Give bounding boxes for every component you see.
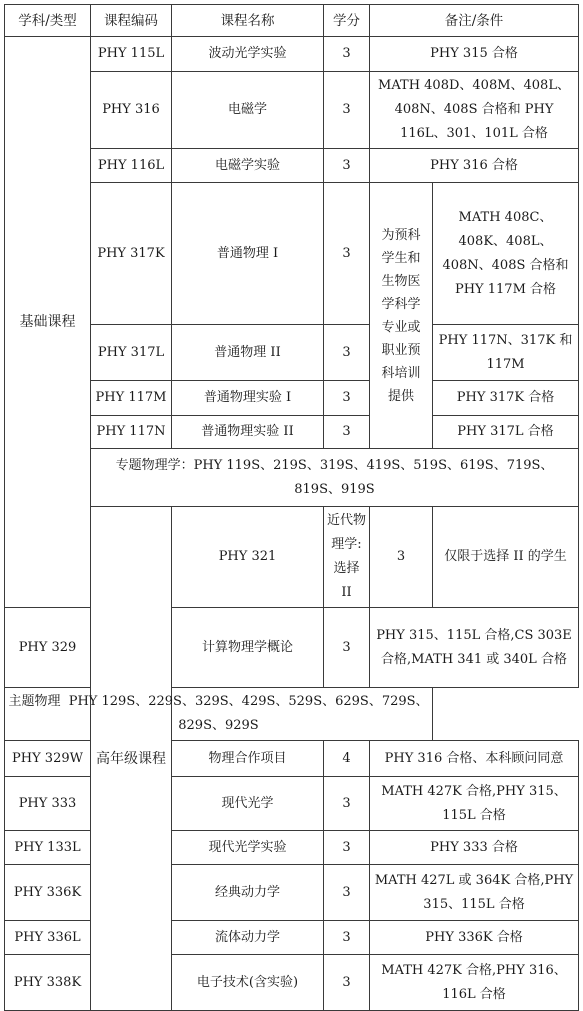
course-note: PHY 317K 合格	[433, 381, 579, 416]
course-name: 波动光学实验	[172, 37, 324, 72]
course-note: PHY 336K 合格	[370, 921, 579, 955]
course-name: 现代光学	[172, 777, 324, 831]
course-code: PHY 115L	[91, 37, 172, 72]
course-name: 流体动力学	[172, 921, 324, 955]
course-credits: 3	[324, 608, 370, 688]
table-row	[5, 37, 579, 72]
course-code: PHY 336K	[5, 865, 91, 921]
course-note: MATH 427K 合格,PHY 316、116L 合格	[370, 955, 579, 1011]
course-code: PHY 116L	[91, 149, 172, 183]
course-name: 物理合作项目	[172, 741, 324, 777]
course-name: 现代光学实验	[172, 831, 324, 865]
header-category: 学科/类型	[5, 5, 91, 37]
course-credits: 3	[324, 777, 370, 831]
table-row	[5, 416, 579, 449]
course-code: PHY 317L	[91, 325, 172, 381]
course-code: PHY 329	[5, 608, 91, 688]
course-name: 普通物理实验 I	[172, 381, 324, 416]
course-code: PHY 336L	[5, 921, 91, 955]
course-credits: 3	[324, 37, 370, 72]
table-row	[5, 325, 579, 381]
category-basic: 基础课程	[5, 37, 91, 608]
course-code: PHY 321	[172, 507, 324, 608]
course-code: PHY 317K	[91, 183, 172, 325]
course-note: PHY 316 合格、本科顾问同意	[370, 741, 579, 777]
course-note: MATH 427K 合格,PHY 315、115L 合格	[370, 777, 579, 831]
course-table	[4, 4, 579, 1011]
course-code: PHY 117N	[91, 416, 172, 449]
course-note: MATH 408D、408M、408L、408N、408S 合格和 PHY 116L、301、101L 合格	[370, 72, 579, 149]
course-name: 电磁学	[172, 72, 324, 149]
special-topics: 专题物理学：PHY 119S、219S、319S、419S、519S、619S、719S、819S、919S	[91, 449, 579, 507]
topic-codes: PHY 129S、229S、329S、429S、529S、629S、729S、829S、929S	[68, 694, 429, 733]
course-note: 仅限于选择 II 的学生	[433, 507, 579, 608]
course-name: 计算物理学概论	[172, 608, 324, 688]
course-name: 普通物理 II	[172, 325, 324, 381]
course-name: 电子技术(含实验)	[172, 955, 324, 1011]
course-credits: 3	[324, 325, 370, 381]
table-row	[5, 72, 579, 149]
header-credits: 学分	[324, 5, 370, 37]
course-credits: 3	[324, 381, 370, 416]
header-row	[5, 5, 579, 37]
header-code: 课程编码	[91, 5, 172, 37]
table-row	[5, 449, 579, 507]
course-name: 近代物理学:选择 II	[324, 507, 370, 608]
course-name: 普通物理 I	[172, 183, 324, 325]
course-code: PHY 329W	[5, 741, 91, 777]
course-note: MATH 408C、408K、408L、408N、408S 合格和 PHY 117M 合格	[433, 183, 579, 325]
topic-label: 主题物理	[8, 694, 61, 709]
course-name: 普通物理实验 II	[172, 416, 324, 449]
course-code: PHY 316	[91, 72, 172, 149]
table-row	[5, 688, 579, 741]
course-credits: 3	[324, 149, 370, 183]
course-note: PHY 315、115L 合格,CS 303E 合格,MATH 341 或 340L 合格	[370, 608, 579, 688]
course-note: PHY 315 合格	[370, 37, 579, 72]
course-note: PHY 117N、317K 和 117M	[433, 325, 579, 381]
course-credits: 3	[324, 72, 370, 149]
table-row	[5, 381, 579, 416]
topic-physics	[5, 688, 433, 741]
course-credits: 3	[324, 865, 370, 921]
table-row	[5, 183, 579, 325]
table-row	[5, 507, 579, 608]
course-note: PHY 333 合格	[370, 831, 579, 865]
course-credits: 3	[370, 507, 433, 608]
category-advanced: 高年级课程	[91, 507, 172, 1011]
course-credits: 3	[324, 831, 370, 865]
course-code: PHY 117M	[91, 381, 172, 416]
course-code: PHY 133L	[5, 831, 91, 865]
course-note: PHY 316 合格	[370, 149, 579, 183]
course-name: 电磁学实验	[172, 149, 324, 183]
course-note: MATH 427L 或 364K 合格,PHY 315、115L 合格	[370, 865, 579, 921]
course-code: PHY 338K	[5, 955, 91, 1011]
course-note: PHY 317L 合格	[433, 416, 579, 449]
header-note: 备注/条件	[370, 5, 579, 37]
course-credits: 3	[324, 183, 370, 325]
course-credits: 3	[324, 955, 370, 1011]
course-credits: 3	[324, 416, 370, 449]
course-code: PHY 333	[5, 777, 91, 831]
course-name: 经典动力学	[172, 865, 324, 921]
header-name: 课程名称	[172, 5, 324, 37]
course-credits: 3	[324, 921, 370, 955]
group-note: 为预科学生和生物医学科学专业或职业预科培训提供	[370, 183, 433, 449]
table-row	[5, 149, 579, 183]
course-credits: 4	[324, 741, 370, 777]
